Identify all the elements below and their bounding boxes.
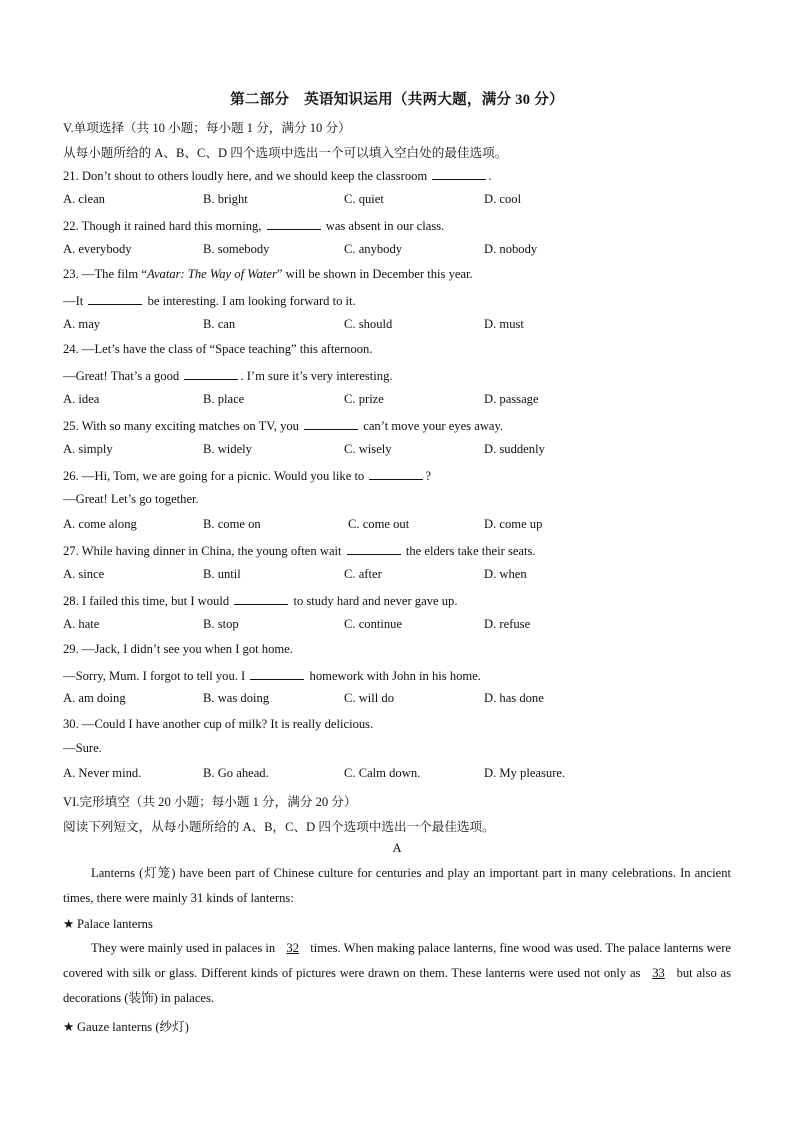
option-c: C. continue: [344, 617, 403, 631]
option-a: A. come along: [63, 517, 137, 531]
blank-32: 32: [286, 941, 300, 955]
answer-blank: [250, 667, 304, 680]
option-c: C. should: [344, 317, 393, 331]
option-b: B. stop: [203, 617, 239, 631]
option-a: A. idea: [63, 392, 100, 406]
question-23: 23. —The film “Avatar: The Way of Water” will be shown in December this year.: [63, 267, 473, 281]
option-b: B. widely: [203, 442, 252, 456]
options-26: [63, 517, 743, 533]
options-28: [63, 617, 743, 633]
question-30-reply: —Sure.: [63, 741, 102, 755]
option-d: D. suddenly: [484, 442, 545, 456]
option-a: A. simply: [63, 442, 113, 456]
question-24-reply: —Great! That’s a good . I’m sure it’s very interesting.: [63, 369, 393, 383]
option-d: D. nobody: [484, 242, 538, 256]
part-title: 第二部分 英语知识运用（共两大题，满分 30 分）: [230, 92, 564, 108]
star-icon: ★: [63, 1020, 75, 1034]
option-c: C. wisely: [344, 442, 392, 456]
option-b: B. was doing: [203, 691, 270, 705]
option-c: C. after: [344, 567, 382, 581]
question-26: 26. —Hi, Tom, we are going for a picnic. Would you like to ?: [63, 469, 431, 483]
section-5-heading: V.单项选择（共 10 小题；每小题 1 分，满分 10 分）: [63, 121, 351, 135]
question-28: 28. I failed this time, but I would to study hard and never gave up.: [63, 594, 458, 608]
blank-33: 33: [652, 966, 665, 980]
question-29: 29. —Jack, I didn’t see you when I got home.: [63, 642, 293, 656]
answer-blank: [184, 367, 238, 380]
question-22: 22. Though it rained hard this morning, was absent in our class.: [63, 219, 445, 233]
question-30: 30. —Could I have another cup of milk? It is really delicious.: [63, 717, 374, 731]
option-a: A. hate: [63, 617, 100, 631]
options-23: [63, 317, 743, 333]
question-23-reply: —It be interesting. I am looking forward to it.: [63, 294, 356, 308]
options-22: [63, 242, 743, 258]
options-25: [63, 442, 743, 458]
question-27: 27. While having dinner in China, the young often wait the elders take their seats.: [63, 544, 536, 558]
question-29-reply: —Sorry, Mum. I forgot to tell you. I homework with John in his home.: [63, 669, 481, 683]
answer-blank: [347, 542, 401, 555]
answer-blank: [88, 292, 142, 305]
answer-blank: [267, 217, 321, 230]
star-icon: ★: [63, 917, 75, 931]
film-title: Avatar: The Way of Water: [146, 267, 277, 281]
option-a: A. clean: [63, 192, 105, 206]
question-26-reply: —Great! Let’s go together.: [63, 492, 199, 506]
question-25: 25. With so many exciting matches on TV, you can’t move your eyes away.: [63, 419, 504, 433]
option-b: B. can: [203, 317, 236, 331]
answer-blank: [369, 467, 423, 480]
option-c: C. quiet: [344, 192, 384, 206]
option-d: D. when: [484, 567, 527, 581]
option-a: A. may: [63, 317, 101, 331]
section-5-instruction: 从每小题所给的 A、B、C、D 四个选项中选出一个可以填入空白处的最佳选项。: [63, 146, 508, 160]
option-d: D. must: [484, 317, 524, 331]
option-d: D. refuse: [484, 617, 531, 631]
option-d: D. has done: [484, 691, 544, 705]
option-d: D. My pleasure.: [484, 766, 566, 780]
option-c: C. anybody: [344, 242, 403, 256]
option-d: D. come up: [484, 517, 543, 531]
option-b: B. come on: [203, 517, 261, 531]
answer-blank: [432, 167, 486, 180]
options-30: [63, 766, 743, 782]
answer-blank: [304, 417, 358, 430]
options-29: [63, 691, 743, 707]
subheading-gauze-lanterns: ★ Gauze lanterns (纱灯): [63, 1020, 189, 1034]
options-21: [63, 192, 743, 208]
option-d: D. passage: [484, 392, 539, 406]
option-a: A. everybody: [63, 242, 132, 256]
section-6-instruction: 阅读下列短文，从每小题所给的 A、B，C、D 四个选项中选出一个最佳选项。: [63, 820, 495, 834]
option-c: C. will do: [344, 691, 395, 705]
passage-paragraph-2: They were mainly used in palaces in 32 times. When making palace lanterns, fine wood was used. The palace lanterns were covered with silk or glass. Different kinds of pictures were drawn on them. These lanterns were used not only as 33 but also as decorations (装饰) in palaces.: [63, 941, 731, 1005]
option-a: A. Never mind.: [63, 766, 142, 780]
passage-label: A: [392, 841, 402, 855]
option-a: A. since: [63, 567, 105, 581]
option-b: B. place: [203, 392, 245, 406]
option-b: B. bright: [203, 192, 248, 206]
option-b: B. Go ahead.: [203, 766, 269, 780]
answer-blank: [234, 592, 288, 605]
section-6-heading: VI.完形填空（共 20 小题；每小题 1 分，满分 20 分）: [63, 795, 357, 809]
option-c: C. prize: [344, 392, 384, 406]
option-b: B. until: [203, 567, 241, 581]
options-27: [63, 567, 743, 583]
question-24: 24. —Let’s have the class of “Space teaching” this afternoon.: [63, 342, 373, 356]
option-c: C. come out: [348, 517, 410, 531]
option-a: A. am doing: [63, 691, 126, 705]
subheading-palace-lanterns: ★ Palace lanterns: [63, 917, 153, 931]
option-b: B. somebody: [203, 242, 270, 256]
question-21: 21. Don’t shout to others loudly here, and we should keep the classroom .: [63, 169, 492, 183]
passage-paragraph-1: Lanterns (灯笼) have been part of Chinese culture for centuries and play an important part in many celebrations. In ancient times, there were mainly 31 kinds of lanterns:: [63, 866, 731, 905]
options-24: [63, 392, 743, 408]
option-d: D. cool: [484, 192, 522, 206]
option-c: C. Calm down.: [344, 766, 421, 780]
